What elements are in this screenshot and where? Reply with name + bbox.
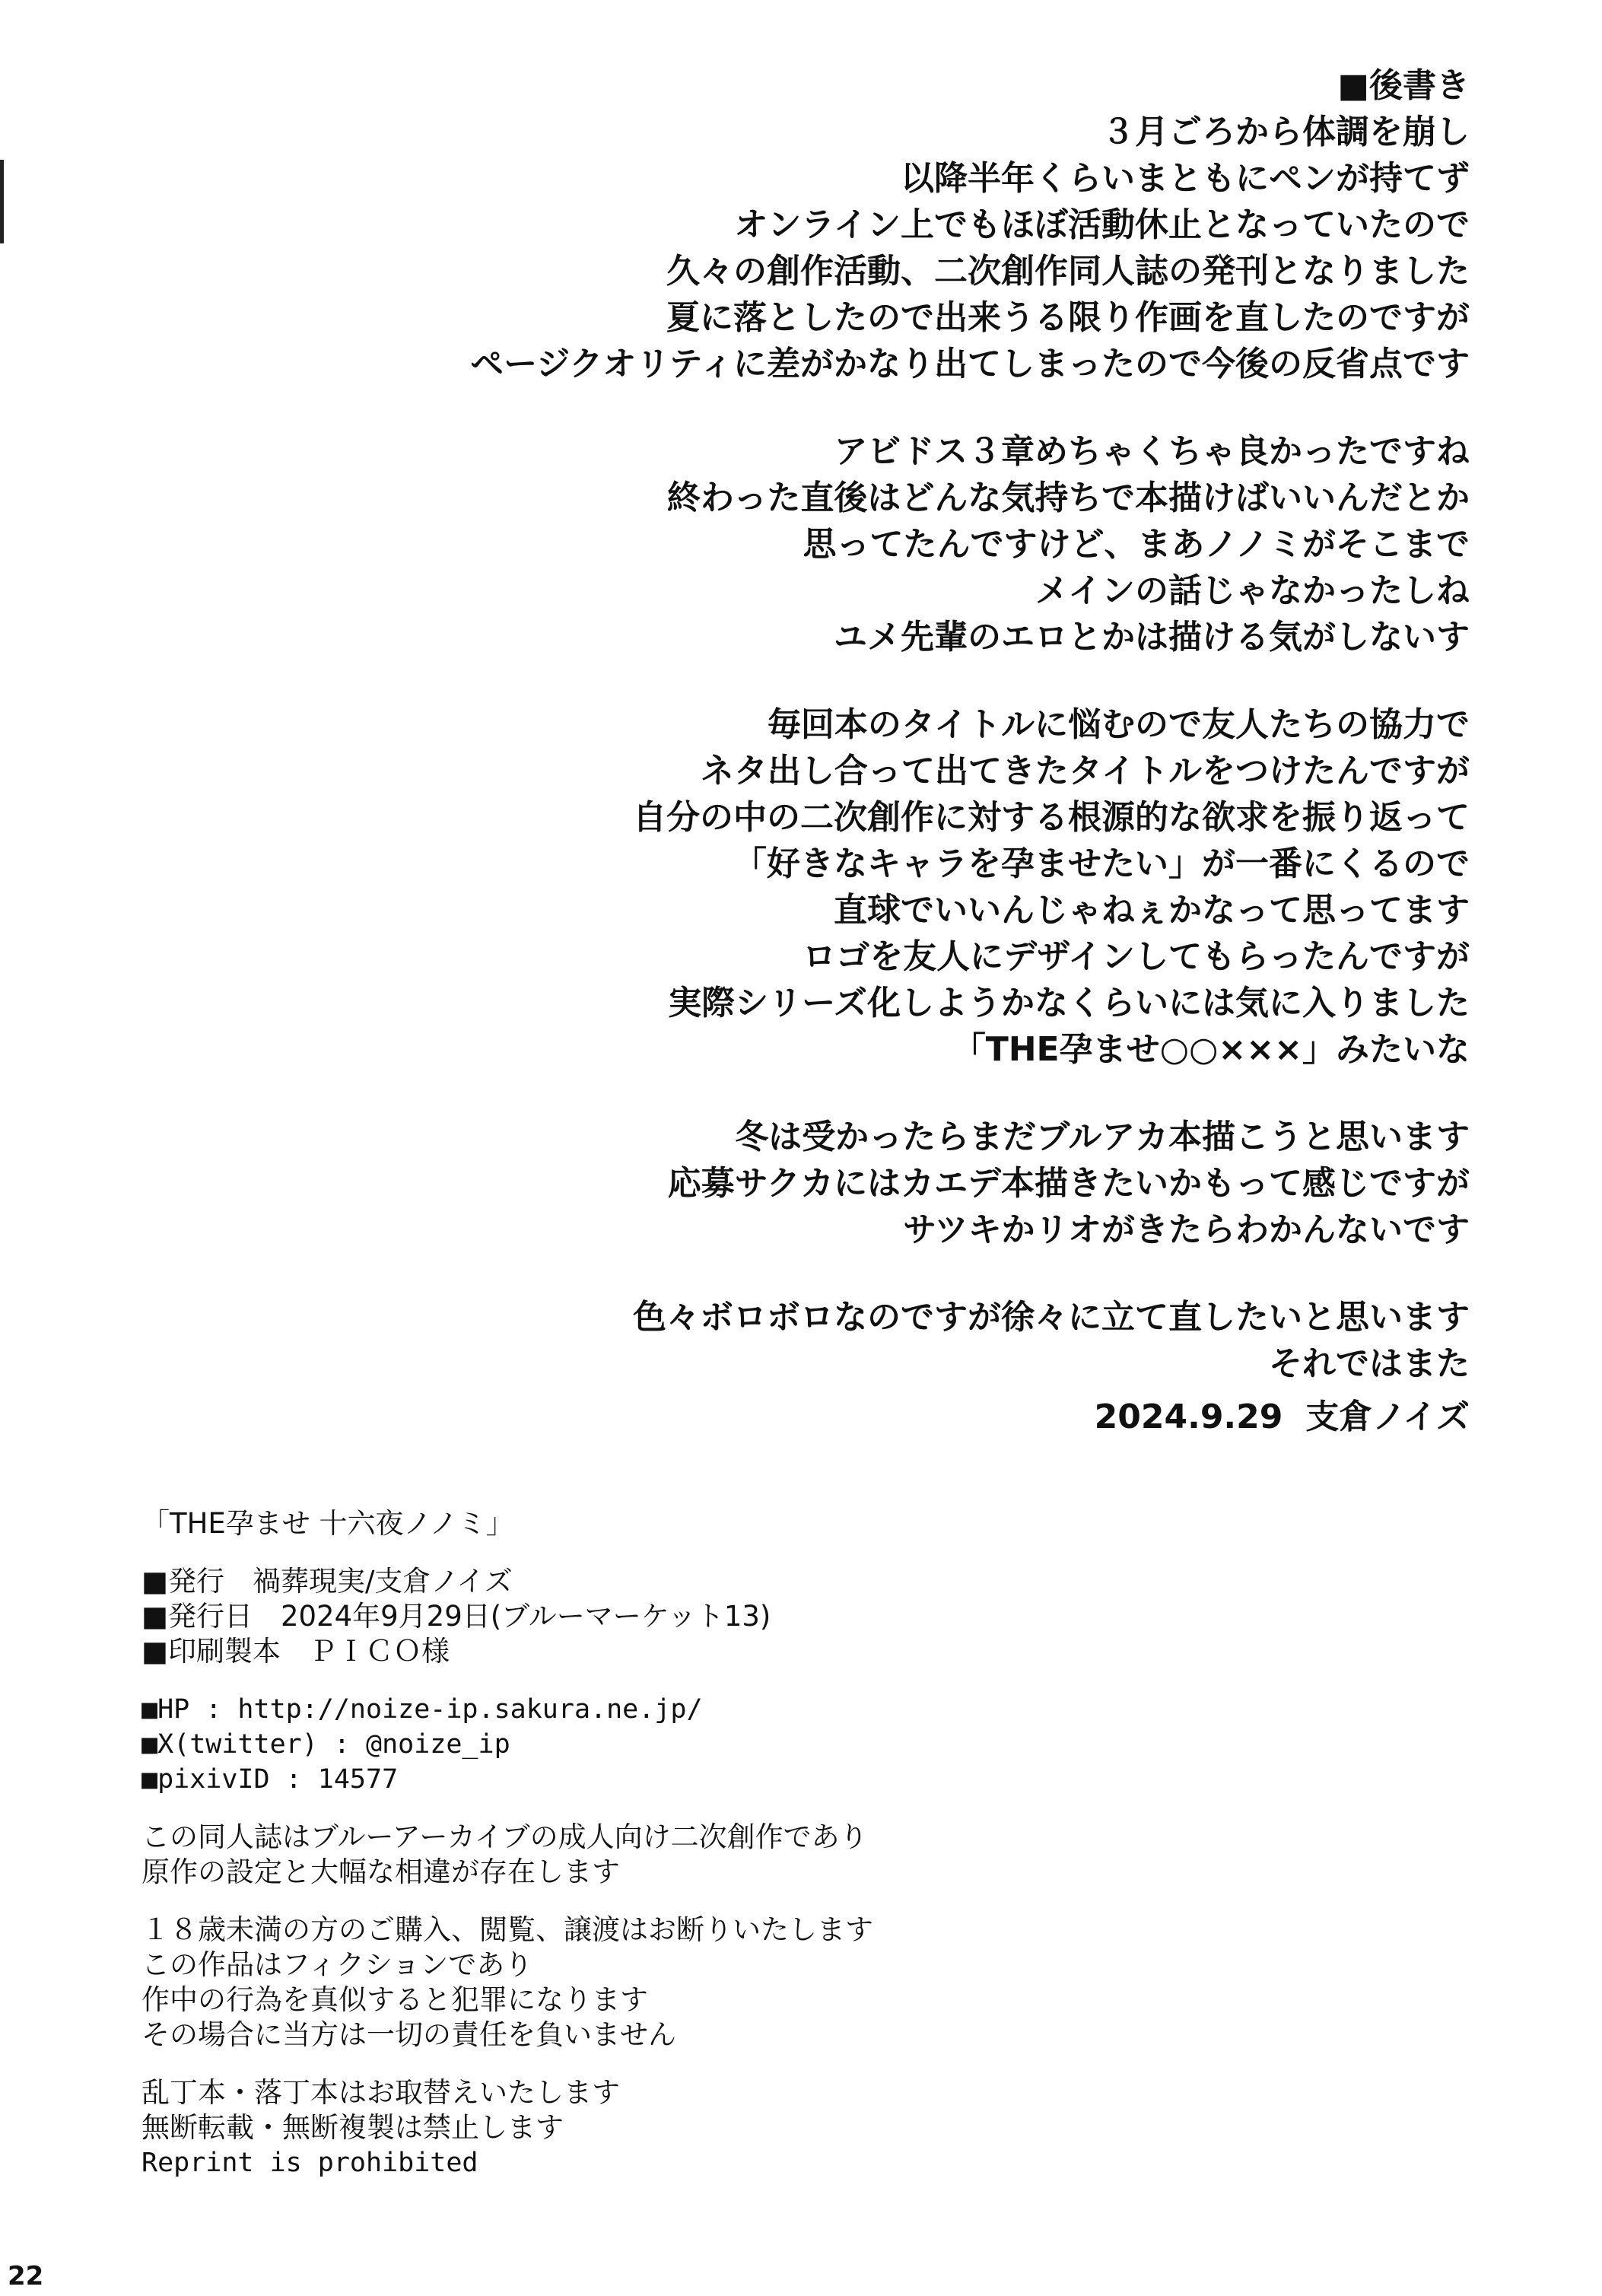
afterword-line: 実際シリーズ化しようかなくらいには気に入りました — [668, 984, 1470, 1022]
notice-line: 原作の設定と大幅な相違が存在します — [141, 1856, 620, 1888]
afterword-section — [131, 62, 1470, 1387]
colophon-pixiv: ■pixivID : 14577 — [141, 1764, 399, 1795]
afterword-line: 応募サクカにはカエデ本描きたいかもって感じですが — [667, 1164, 1470, 1203]
afterword-line: アビドス３章めちゃくちゃ良かったですね — [834, 432, 1470, 471]
notice-line: この作品はフィクションであり — [141, 1948, 533, 1981]
notice-line: 乱丁本・落丁本はお取替えいたします — [141, 2076, 620, 2109]
afterword-line: 思ってたんですけど、まあノノミがそこまで — [803, 525, 1470, 564]
afterword-line: 「THE孕ませ○○×××」みたいな — [952, 1030, 1470, 1069]
reprint-notice: Reprint is prohibited — [141, 2148, 478, 2178]
notice-line: １８歳未満の方のご購入、閲覧、譲渡はお断りいたします — [141, 1913, 873, 1946]
colophon-printer: ■印刷製本 ＰＩＣＯ様 — [141, 1635, 450, 1668]
afterword-line: 毎回本のタイトルに悩むので友人たちの協力で — [767, 705, 1470, 744]
notice-line: 作中の行為を真似すると犯罪になります — [141, 1983, 648, 2016]
afterword-line: 終わった直後はどんな気持ちで本描けばいいんだとか — [666, 479, 1470, 517]
afterword-line: オンライン上でもほぼ活動休止となっていたので — [734, 205, 1470, 244]
colophon-section — [141, 1506, 1283, 2180]
afterword-heading: ■後書き — [1337, 66, 1470, 105]
afterword-line: ページクオリティに差がかなり出てしまったので今後の反省点です — [470, 345, 1470, 383]
page-number: 22 — [8, 2261, 44, 2291]
afterword-line: 直球でいいんじゃねぇかなって思ってます — [834, 891, 1470, 930]
afterword-line: ネタ出し合って出てきたタイトルをつけたんですが — [700, 752, 1470, 790]
afterword-line: 色々ボロボロなのですが徐々に立て直したいと思います — [633, 1298, 1470, 1337]
binding-edge-mark — [0, 160, 4, 243]
colophon-issue-date: ■発行日 2024年9月29日(ブルーマーケット13) — [141, 1600, 771, 1633]
afterword-signoff — [1072, 1389, 1470, 1438]
afterword-line: サツキかリオがきたらわかんないです — [903, 1210, 1470, 1249]
afterword-author: 支倉ノイズ — [1305, 1398, 1470, 1436]
afterword-line: ３月ごろから体調を崩し — [1101, 113, 1470, 151]
afterword-line: ロゴを友人にデザインしてもらったんですが — [803, 937, 1470, 976]
colophon-title: 「THE孕ませ 十六夜ノノミ」 — [141, 1507, 514, 1540]
afterword-date: 2024.9.29 — [1094, 1398, 1283, 1436]
colophon-homepage: ■HP : http://noize-ip.sakura.ne.jp/ — [141, 1694, 703, 1725]
afterword-line: 久々の創作活動、二次創作同人誌の発刊となりました — [666, 252, 1470, 291]
notice-line: この同人誌はブルーアーカイブの成人向け二次創作であり — [141, 1821, 868, 1853]
afterword-line: 「好きなキャラを孕ませたい」が一番にくるので — [733, 844, 1470, 883]
afterword-line: 自分の中の二次創作に対する根源的な欲求を振り返って — [633, 798, 1470, 837]
afterword-line: 冬は受かったらまだブルアカ本描こうと思います — [735, 1118, 1470, 1156]
notice-line: その場合に当方は一切の責任を負いません — [141, 2018, 676, 2051]
afterword-line: メインの話じゃなかったしね — [1035, 571, 1470, 610]
afterword-line: ユメ先輩のエロとかは描ける気がしないす — [834, 618, 1470, 657]
notice-line: 無断転載・無断複製は禁止します — [141, 2111, 564, 2144]
colophon-twitter: ■X(twitter) : @noize_ip — [141, 1729, 510, 1760]
afterword-line: それではまた — [1269, 1344, 1470, 1383]
afterword-line: 以降半年くらいまともにペンが持てず — [901, 159, 1470, 198]
colophon-publisher: ■発行 禍葬現実/支倉ノイズ — [141, 1565, 513, 1598]
afterword-line: 夏に落としたので出来うる限り作画を直したのですが — [666, 298, 1470, 337]
